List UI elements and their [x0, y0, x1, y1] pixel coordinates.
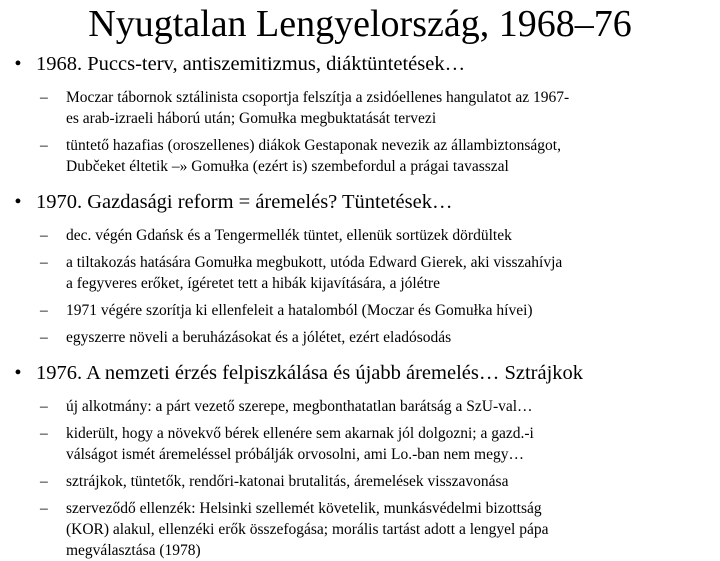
section-heading-text: 1968. Puccs-terv, antiszemitizmus, diáktüntetések… — [36, 53, 466, 75]
sub-item-line: (KOR) alakul, ellenzéki erők összefogása; morális tartást adott a lengyel pápa — [66, 521, 549, 538]
bullet-marker: • — [14, 362, 22, 384]
sub-item-line: válságot ismét áremeléssel próbálják orvosolni, ami Lo.-ban nem megy… — [66, 446, 524, 463]
sub-item-line: szerveződő ellenzék: Helsinki szellemét követelik, munkásvédelmi bizottság — [66, 500, 542, 517]
sub-item-line: kiderült, hogy a növekvő bérek ellenére sem akarnak jól dolgozni; a gazd.-i — [66, 425, 534, 442]
slide-content — [8, 51, 712, 561]
bullet-marker: • — [14, 191, 22, 213]
sub-item-line: megválasztása (1978) — [66, 542, 201, 559]
sub-item — [8, 327, 712, 348]
dash-marker: – — [40, 500, 48, 517]
sub-item-line: Dubčeket éltetik –» Gomułka (ezért is) szembefordul a prágai tavasszal — [66, 158, 509, 175]
sub-item — [8, 471, 712, 492]
sub-item — [8, 252, 712, 294]
sub-item-line: dec. végén Gdańsk és a Tengermellék tüntet, ellenük sortüzek dördültek — [66, 227, 512, 244]
sub-item — [8, 300, 712, 321]
sub-item-line: egyszerre növeli a beruházásokat és a jólétet, ezért eladósodás — [66, 329, 452, 346]
dash-marker: – — [40, 137, 48, 154]
sub-item-line: a tiltakozás hatására Gomułka megbukott, utóda Edward Gierek, aki visszahívja — [66, 254, 563, 271]
dash-marker: – — [40, 398, 48, 415]
sub-item-line: Moczar tábornok sztálinista csoportja felszítja a zsidóellenes hangulatot az 1967- — [66, 89, 570, 106]
section-heading — [8, 51, 712, 77]
dash-marker: – — [40, 302, 48, 319]
sub-item — [8, 225, 712, 246]
sub-item-list — [8, 225, 712, 348]
sub-item — [8, 135, 712, 177]
dash-marker: – — [40, 473, 48, 490]
sub-item-line: 1971 végére szorítja ki ellenfeleit a hatalomból (Moczar és Gomułka hívei) — [66, 302, 533, 319]
sub-item-line: es arab-izraeli háború után; Gomułka megbuktatását tervezi — [66, 110, 437, 127]
dash-marker: – — [40, 89, 48, 106]
section-heading — [8, 189, 712, 215]
dash-marker: – — [40, 329, 48, 346]
sub-item — [8, 87, 712, 129]
section-heading-text: 1976. A nemzeti érzés felpiszkálása és újabb áremelés… Sztrájkok — [36, 362, 584, 384]
bullet-marker: • — [14, 53, 22, 75]
sub-item — [8, 498, 712, 561]
slide-title: Nyugtalan Lengyelország, 1968–76 — [88, 3, 632, 45]
sub-item-line: a fegyveres erőket, ígéretet tett a hibák kijavítására, a jólétre — [66, 275, 440, 292]
sub-item-line: új alkotmány: a párt vezető szerepe, megbonthatatlan barátság a SzU-val… — [66, 398, 533, 415]
section-heading-text: 1970. Gazdasági reform = áremelés? Tüntetések… — [36, 191, 453, 213]
sub-item-line: sztrájkok, tüntetők, rendőri-katonai brutalitás, áremelések visszavonása — [66, 473, 509, 490]
sub-item-list — [8, 87, 712, 177]
dash-marker: – — [40, 227, 48, 244]
sub-item-list — [8, 396, 712, 561]
dash-marker: – — [40, 254, 48, 271]
sub-item — [8, 396, 712, 417]
sub-item — [8, 423, 712, 465]
dash-marker: – — [40, 425, 48, 442]
sub-item-line: tüntető hazafias (oroszellenes) diákok Gestaponak nevezik az állambiztonságot, — [66, 137, 561, 154]
section-heading — [8, 360, 712, 386]
